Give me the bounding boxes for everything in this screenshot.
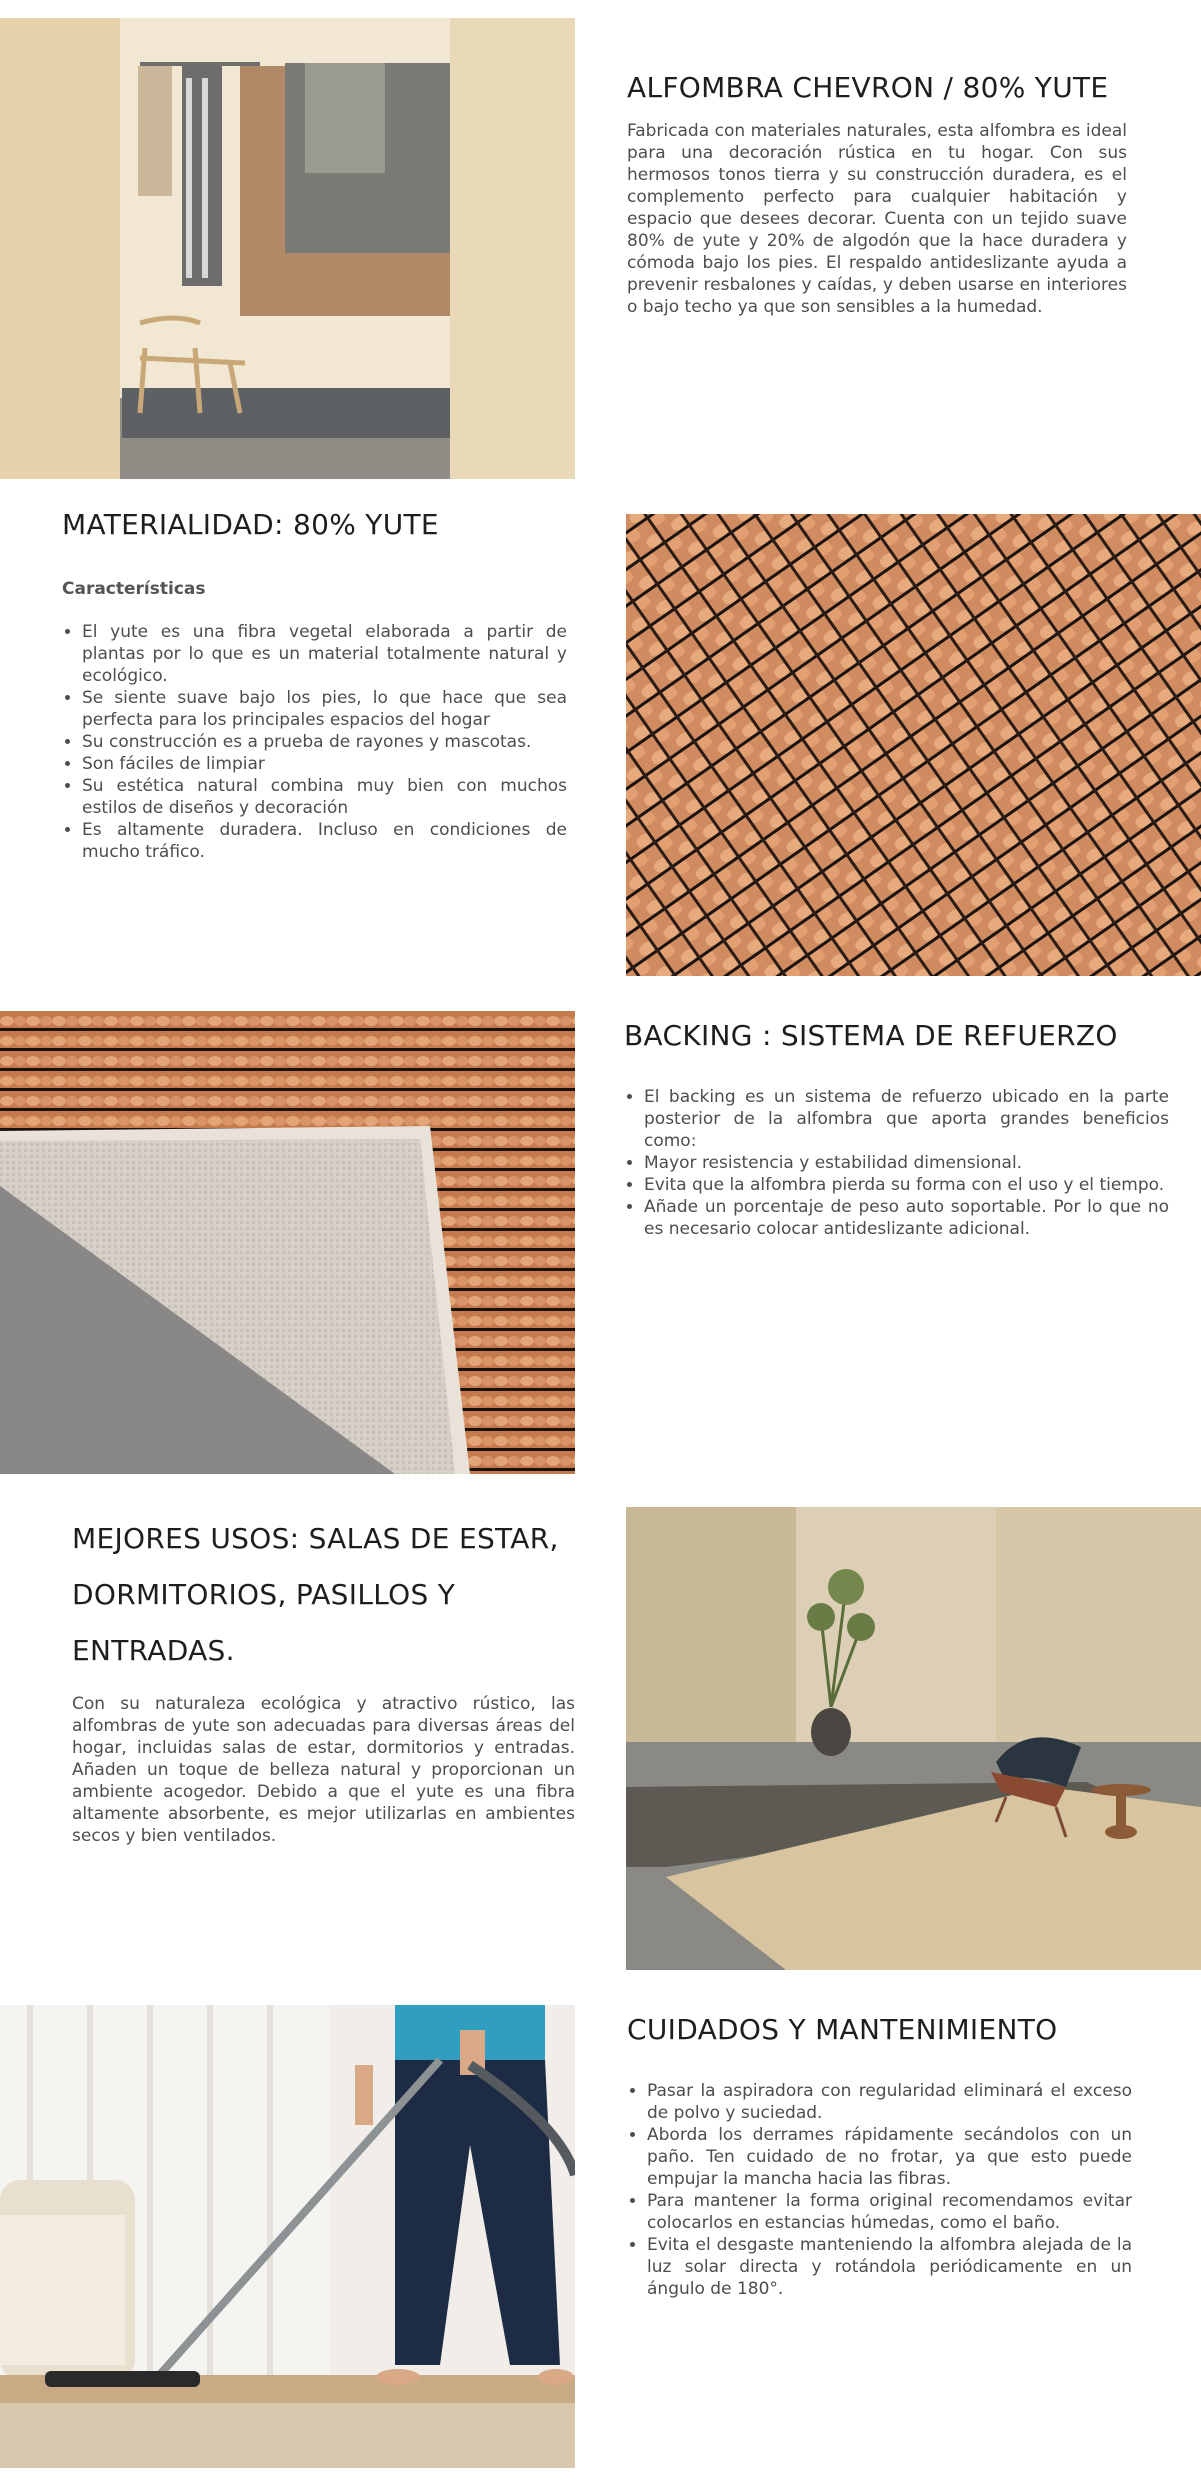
- section4-title-line: ENTRADAS.: [72, 1634, 235, 1667]
- section4-body: Con su naturaleza ecológica y atractivo rústico, las alfombras de yute son adecuadas para diversas áreas del hogar, incluidas salas de estar, dormitorios y entradas. Añaden un toque de belleza natural y proporcionan un ambiente acogedor. Debido a que el yute es una fibra altamente absorbente, es mejor utilizarlas en ambientes secos y bien ventilados.: [72, 1694, 575, 1846]
- characteristics-list: [62, 621, 567, 863]
- list-item: • Evita que la alfombra pierda su forma con el uso y el tiempo.: [644, 1174, 1169, 1196]
- list-item: • Añade un porcentaje de peso auto soportable. Por lo que no es necesario colocar antideslizante adicional.: [644, 1196, 1169, 1240]
- section4-title-line: MEJORES USOS: SALAS DE ESTAR,: [72, 1522, 559, 1555]
- list-item: • Aborda los derrames rápidamente secándolos con un paño. Ten cuidado de no frotar, ya que esto puede empujar la mancha hacia las fibras.: [647, 2124, 1132, 2190]
- section3-text-block: [624, 1018, 1169, 1240]
- section1-title: ALFOMBRA CHEVRON / 80% YUTE: [627, 71, 1109, 104]
- living-room-photo: [626, 1507, 1201, 1970]
- section3-title: BACKING : SISTEMA DE REFUERZO: [624, 1019, 1118, 1052]
- list-item: • Son fáciles de limpiar: [82, 753, 567, 775]
- section1-text-block: [627, 70, 1127, 318]
- jute-texture-photo: [626, 514, 1201, 976]
- section5-text-block: [627, 2012, 1132, 2300]
- section5-title: CUIDADOS Y MANTENIMIENTO: [627, 2013, 1058, 2046]
- list-item: • Evita el desgaste manteniendo la alfombra alejada de la luz solar directa y rotándola periódicamente en un ángulo de 180°.: [647, 2234, 1132, 2300]
- characteristics-subtitle: Características: [62, 579, 206, 599]
- backing-list: [624, 1086, 1169, 1240]
- rug-backing-photo: [0, 1011, 575, 1474]
- section2-title: MATERIALIDAD: 80% YUTE: [62, 508, 439, 541]
- list-item: • Es altamente duradera. Incluso en condiciones de mucho tráfico.: [82, 819, 567, 863]
- list-item: • El yute es una fibra vegetal elaborada a partir de plantas por lo que es un material totalmente natural y ecológico.: [82, 621, 567, 687]
- list-item: • Pasar la aspiradora con regularidad eliminará el exceso de polvo y suciedad.: [647, 2080, 1132, 2124]
- section1-body: Fabricada con materiales naturales, esta alfombra es ideal para una decoración rústica en tu hogar. Con sus hermosos tonos tierra y su construcción duradera, es el complemento perfecto para cualquier habitación y espacio que desees decorar. Cuenta con un tejido suave 80% de yute y 20% de algodón que la hace duradera y cómoda bajo los pies. El respaldo antideslizante ayuda a prevenir resbalones y caídas, y deben usarse en interiores o bajo techo ya que son sensibles a la humedad.: [627, 121, 1127, 317]
- section4-text-block: [72, 1511, 575, 1847]
- list-item: • Se siente suave bajo los pies, lo que hace que sea perfecta para los principales espacios del hogar: [82, 687, 567, 731]
- list-item: • Su construcción es a prueba de rayones y mascotas.: [82, 731, 567, 753]
- list-item: • Para mantener la forma original recomendamos evitar colocarlos en estancias húmedas, como el baño.: [647, 2190, 1132, 2234]
- hanging-rugs-photo: [0, 18, 575, 479]
- list-item: • El backing es un sistema de refuerzo ubicado en la parte posterior de la alfombra que aporta grandes beneficios como:: [644, 1086, 1169, 1152]
- list-item: • Su estética natural combina muy bien con muchos estilos de diseños y decoración: [82, 775, 567, 819]
- section4-title: [72, 1511, 575, 1679]
- list-item: • Mayor resistencia y estabilidad dimensional.: [644, 1152, 1169, 1174]
- section4-title-line: DORMITORIOS, PASILLOS Y: [72, 1578, 456, 1611]
- care-list: [627, 2080, 1132, 2300]
- section2-text-block: [62, 507, 567, 863]
- vacuuming-photo: [0, 2005, 575, 2468]
